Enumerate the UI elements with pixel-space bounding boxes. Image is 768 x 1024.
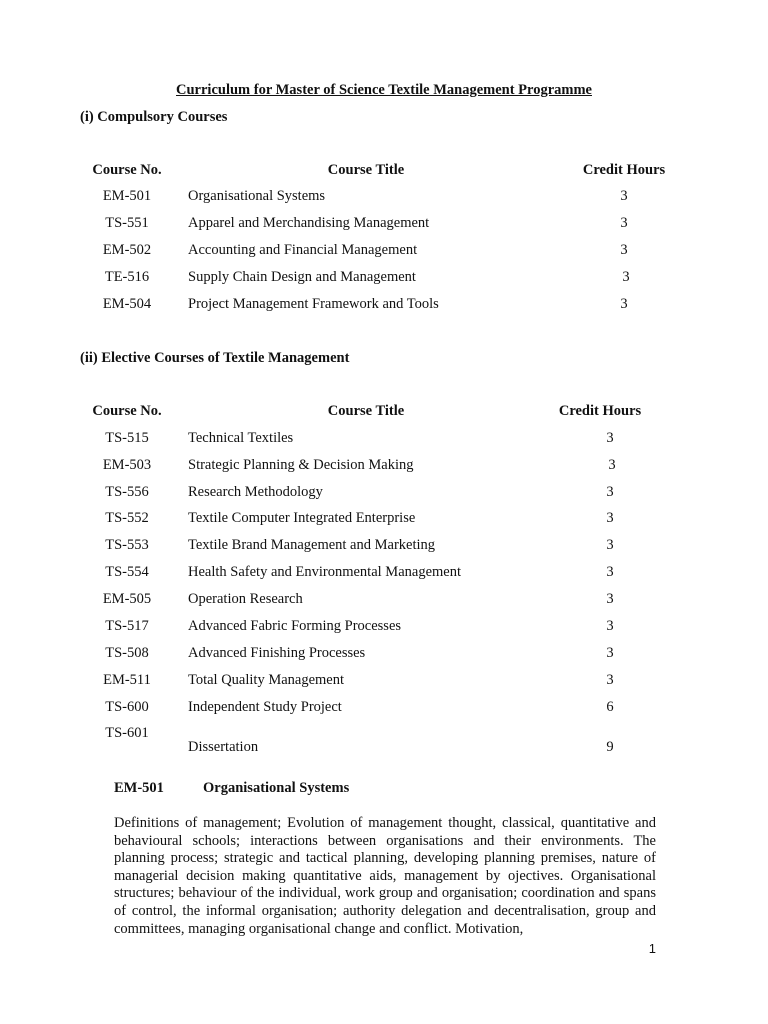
compulsory-header-code: Course No.	[92, 162, 162, 178]
course-code: TE-516	[104, 269, 150, 285]
credit-hours: 3	[620, 215, 628, 231]
course-title: Independent Study Project	[188, 699, 342, 715]
course-code: EM-501	[102, 188, 152, 204]
course-code: TS-556	[105, 484, 149, 500]
course-detail-code: EM-501	[114, 780, 164, 796]
course-title: Textile Brand Management and Marketing	[188, 537, 436, 553]
credit-hours: 3	[606, 430, 614, 446]
course-code: EM-511	[103, 672, 151, 688]
course-title: Strategic Planning & Decision Making	[188, 457, 414, 473]
elective-heading: (ii) Elective Courses of Textile Management	[80, 350, 350, 366]
credit-hours: 3	[606, 645, 614, 661]
credit-hours: 6	[606, 699, 614, 715]
course-detail-title: Organisational Systems	[203, 780, 350, 796]
compulsory-header-title: Course Title	[327, 162, 405, 178]
course-code: TS-508	[105, 645, 149, 661]
compulsory-heading: (i) Compulsory Courses	[80, 109, 228, 125]
course-code: TS-515	[105, 430, 149, 446]
course-title: Advanced Finishing Processes	[188, 645, 366, 661]
credit-hours: 3	[606, 537, 614, 553]
credit-hours: 9	[606, 739, 614, 755]
credit-hours: 3	[606, 484, 614, 500]
credit-hours: 3	[606, 510, 614, 526]
course-title: Organisational Systems	[188, 188, 326, 204]
course-title: Total Quality Management	[188, 672, 345, 688]
course-title: Technical Textiles	[188, 430, 294, 446]
course-code: TS-517	[105, 618, 149, 634]
credit-hours: 3	[608, 457, 616, 473]
credit-hours: 3	[622, 269, 630, 285]
credit-hours: 3	[606, 618, 614, 634]
course-code: TS-601	[105, 725, 149, 741]
course-title: Project Management Framework and Tools	[188, 296, 439, 312]
course-title: Dissertation	[188, 739, 259, 755]
credit-hours: 3	[606, 591, 614, 607]
course-detail-description: Definitions of management; Evolution of management thought, classical, quantitative and behavioural schools; interactions between organisations and their environments. The planning process; strategic and tactical planning, developing planning premises, nature of managerial decision making quantitative aids, management by ojectives. Organisational structures; behaviour of the individual, work group and organisation; coordination and spans of control, the informal organisation; authority delegation and decentralisation, group and committees, managing organisational change and conflict. Motivation,	[114, 815, 656, 937]
course-title: Health Safety and Environmental Management	[188, 564, 461, 580]
page-number: 1	[648, 941, 656, 956]
elective-header-title: Course Title	[327, 403, 405, 419]
elective-header-code: Course No.	[92, 403, 162, 419]
course-code: TS-551	[105, 215, 149, 231]
page-title: Curriculum for Master of Science Textile Management Programme	[176, 82, 592, 98]
course-title: Textile Computer Integrated Enterprise	[188, 510, 416, 526]
course-code: EM-504	[102, 296, 152, 312]
course-title: Accounting and Financial Management	[188, 242, 418, 258]
course-title: Advanced Fabric Forming Processes	[188, 618, 402, 634]
credit-hours: 3	[620, 242, 628, 258]
course-title: Apparel and Merchandising Management	[188, 215, 430, 231]
credit-hours: 3	[606, 672, 614, 688]
compulsory-header-credits: Credit Hours	[582, 162, 666, 178]
credit-hours: 3	[606, 564, 614, 580]
course-code: TS-554	[105, 564, 149, 580]
credit-hours: 3	[620, 296, 628, 312]
course-title: Operation Research	[188, 591, 303, 607]
course-code: TS-552	[105, 510, 149, 526]
course-title: Research Methodology	[188, 484, 323, 500]
course-code: EM-505	[102, 591, 152, 607]
elective-header-credits: Credit Hours	[558, 403, 642, 419]
course-code: EM-502	[102, 242, 152, 258]
course-code: EM-503	[102, 457, 152, 473]
credit-hours: 3	[620, 188, 628, 204]
course-code: TS-600	[105, 699, 149, 715]
course-code: TS-553	[105, 537, 149, 553]
course-title: Supply Chain Design and Management	[188, 269, 416, 285]
